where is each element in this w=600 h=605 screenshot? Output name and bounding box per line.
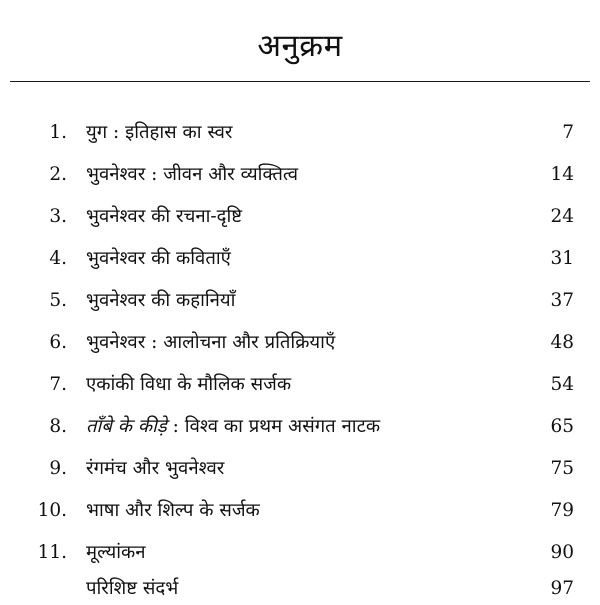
toc-entry-text: भुवनेश्वर : आलोचना और प्रतिक्रियाएँ (86, 332, 336, 353)
toc-row (0, 574, 600, 604)
toc-entry-title (86, 496, 260, 526)
toc-page-number: 90 (550, 542, 574, 563)
toc-entry-text: मूल्यांकन (86, 542, 146, 563)
toc-page-number: 7 (562, 122, 574, 143)
toc-row (0, 328, 600, 358)
toc-number: 8. (49, 416, 67, 437)
toc-row (0, 496, 600, 526)
toc-page-number: 24 (550, 206, 574, 227)
toc-entry-title (86, 160, 298, 190)
toc-entry-text: भुवनेश्वर की कविताएँ (86, 248, 231, 269)
toc-page-number: 97 (550, 578, 574, 599)
toc-entry-text: भुवनेश्वर : जीवन और व्यक्तित्व (86, 164, 299, 185)
toc-page-number: 65 (550, 416, 574, 437)
toc-number: 5. (49, 290, 67, 311)
toc-number: 2. (49, 164, 67, 185)
toc-entry-text: भाषा और शिल्प के सर्जक (86, 500, 260, 521)
toc-page-number: 37 (550, 290, 574, 311)
toc-number: 3. (49, 206, 67, 227)
toc-number: 4. (49, 248, 67, 269)
toc-row (0, 118, 600, 148)
toc-page-number: 48 (550, 332, 574, 353)
toc-number: 7. (49, 374, 67, 395)
toc-number: 11. (37, 542, 67, 563)
toc-number: 1. (49, 122, 67, 143)
toc-page-number: 79 (550, 500, 574, 521)
toc-entry-text: युग : इतिहास का स्वर (86, 122, 233, 143)
toc-entry-text: परिशिष्ट संदर्भ (86, 578, 179, 599)
toc-number: 10. (37, 500, 67, 521)
page-title: अनुक्रम (257, 28, 343, 64)
toc-row (0, 160, 600, 190)
toc-entry-text: एकांकी विधा के मौलिक सर्जक (86, 374, 292, 395)
toc-row (0, 538, 600, 568)
toc-number: 6. (49, 332, 67, 353)
toc-entry-title (86, 286, 235, 316)
toc-entry-title (86, 412, 380, 442)
toc-row (0, 286, 600, 316)
toc-page-number: 54 (550, 374, 574, 395)
toc-row (0, 202, 600, 232)
toc-row (0, 454, 600, 484)
toc-page-number: 31 (550, 248, 574, 269)
toc-entry-italic-title: ताँबे के कीड़े (86, 416, 167, 437)
toc-entry-title (86, 538, 146, 568)
toc-entry-text: रंगमंच और भुवनेश्वर (86, 458, 225, 479)
toc-page-number: 14 (550, 164, 574, 185)
toc-entry-text: भुवनेश्वर की कहानियाँ (86, 290, 236, 311)
toc-entry-title (86, 118, 233, 148)
toc-number: 9. (49, 458, 67, 479)
toc-entry-title (86, 202, 242, 232)
toc-entry-text: : विश्व का प्रथम असंगत नाटक (166, 416, 381, 437)
toc-entry-title (86, 328, 335, 358)
toc-page-number: 75 (550, 458, 574, 479)
toc-entry-title (86, 454, 224, 484)
toc-row (0, 244, 600, 274)
toc-row (0, 412, 600, 442)
toc-entry-text: भुवनेश्वर की रचना-दृष्टि (86, 206, 243, 227)
toc-entry-title (86, 244, 231, 274)
toc-entry-title (86, 574, 178, 604)
toc-row (0, 370, 600, 400)
toc-entry-title (86, 370, 291, 400)
